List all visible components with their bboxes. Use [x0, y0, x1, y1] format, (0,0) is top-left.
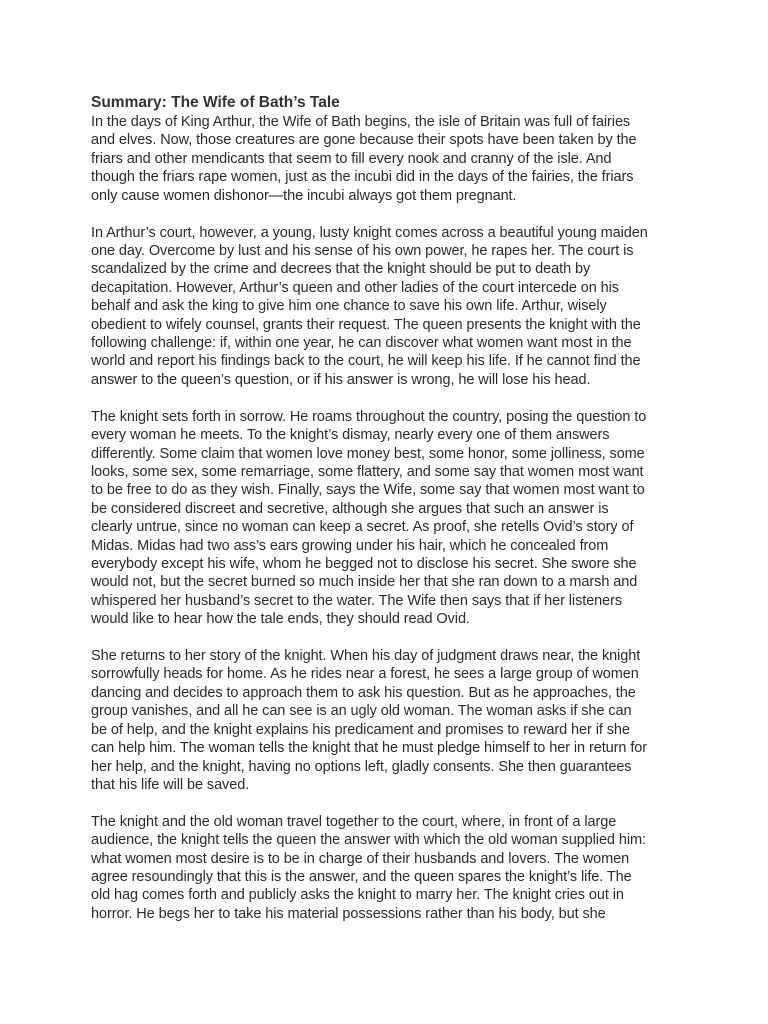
text-line: be of help, and the knight explains his predicament and promises to reward her if she: [91, 721, 630, 738]
text-line: would like to hear how the tale ends, they should read Ovid.: [91, 611, 470, 628]
text-line: agree resoundingly that this is the answer, and the queen spares the knight’s life. The: [91, 869, 632, 886]
paragraph: [91, 224, 721, 390]
text-line: obedient to wifely counsel, grants their request. The queen presents the knight with the: [91, 316, 641, 333]
text-line: that his life will be saved.: [91, 776, 250, 793]
text-line: Midas. Midas had two ass’s ears growing under his hair, which he concealed from: [91, 537, 609, 554]
text-line: The knight sets forth in sorrow. He roams throughout the country, posing the question to: [91, 408, 647, 425]
text-line: can help him. The woman tells the knight that he must pledge himself to her in return for: [91, 740, 647, 757]
text-line: and elves. Now, those creatures are gone because their spots have been taken by the: [91, 132, 637, 149]
text-line: decapitation. However, Arthur’s queen and other ladies of the court intercede on his: [91, 279, 619, 296]
text-line: world and report his findings back to the court, he will keep his life. If he cannot find the: [91, 353, 641, 370]
text-line: only cause women dishonor—the incubi always got them pregnant.: [91, 187, 517, 204]
text-line: sorrowfully heads for home. As he rides near a forest, he sees a large group of women: [91, 666, 639, 683]
paragraph: [91, 647, 721, 794]
document-title: Summary: The Wife of Bath’s Tale: [91, 94, 340, 111]
text-line: be considered discreet and secretive, although she argues that such an answer is: [91, 500, 609, 517]
text-line: though the friars rape women, just as the incubi did in the days of the fairies, the friars: [91, 169, 634, 186]
paragraph: [91, 113, 721, 205]
text-line: following challenge: if, within one year, he can discover what women want most in the: [91, 334, 632, 351]
text-line: what women most desire is to be in charge of their husbands and lovers. The women: [91, 850, 630, 867]
text-line: group vanishes, and all he can see is an ugly old woman. The woman asks if she can: [91, 703, 632, 720]
text-line: horror. He begs her to take his material possessions rather than his body, but she: [91, 905, 606, 922]
text-line: differently. Some claim that women love money best, some honor, some jolliness, some: [91, 445, 645, 462]
text-line: clearly untrue, since no woman can keep a secret. As proof, she retells Ovid’s story of: [91, 519, 634, 536]
text-line: every woman he meets. To the knight’s dismay, nearly every one of them answers: [91, 427, 610, 444]
text-line: The knight and the old woman travel together to the court, where, in front of a large: [91, 813, 617, 830]
paragraph-list: [91, 113, 721, 923]
text-line: looks, some sex, some remarriage, some flattery, and some say that women most want: [91, 463, 644, 480]
text-line: behalf and ask the king to give him one chance to save his own life. Arthur, wisely: [91, 298, 607, 315]
text-line: friars and other mendicants that seem to fill every nook and cranny of the isle. And: [91, 150, 612, 167]
text-line: would not, but the secret burned so much inside her that she ran down to a marsh and: [91, 574, 638, 591]
text-line: In Arthur’s court, however, a young, lusty knight comes across a beautiful young maiden: [91, 224, 648, 241]
text-line: She returns to her story of the knight. When his day of judgment draws near, the knight: [91, 648, 641, 665]
text-line: old hag comes forth and publicly asks the knight to marry her. The knight cries out in: [91, 887, 624, 904]
paragraph: [91, 408, 721, 629]
text-line: one day. Overcome by lust and his sense of his own power, he rapes her. The court is: [91, 242, 634, 259]
text-line: whispered her husband’s secret to the water. The Wife then says that if her listeners: [91, 592, 623, 609]
document-body: [91, 93, 721, 942]
text-line: audience, the knight tells the queen the answer with which the old woman supplied him:: [91, 832, 646, 849]
text-line: In the days of King Arthur, the Wife of Bath begins, the isle of Britain was full of fairies: [91, 114, 631, 130]
text-line: dancing and decides to approach them to ask his question. But as he approaches, the: [91, 684, 636, 701]
text-line: to be free to do as they wish. Finally, says the Wife, some say that women most want to: [91, 482, 645, 499]
text-line: everybody except his wife, whom he begged not to disclose his secret. She swore she: [91, 555, 637, 572]
text-line: answer to the queen’s question, or if his answer is wrong, he will lose his head.: [91, 371, 591, 388]
text-line: scandalized by the crime and decrees that the knight should be put to death by: [91, 261, 591, 278]
paragraph: [91, 813, 721, 923]
text-line: her help, and the knight, having no options left, gladly consents. She then guarantees: [91, 758, 632, 775]
